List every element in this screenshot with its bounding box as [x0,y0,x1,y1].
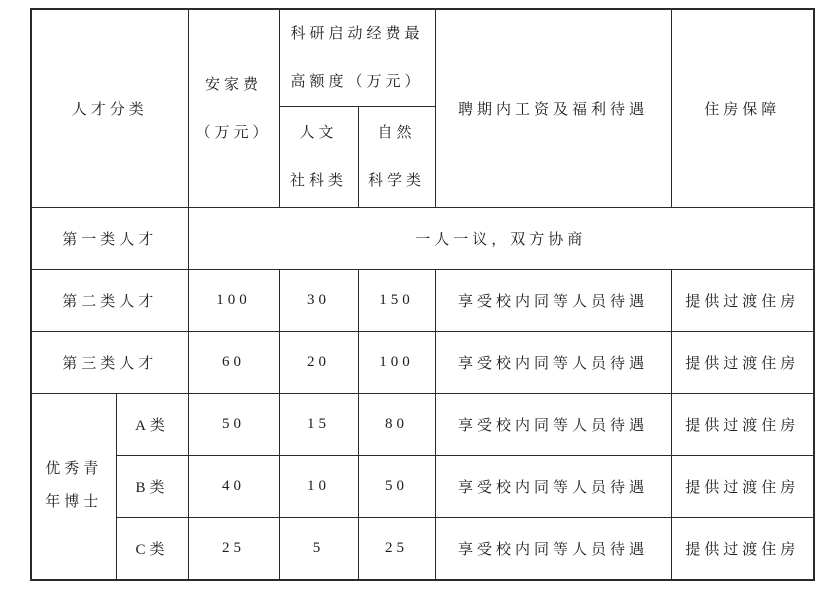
text-line: 安家费 [205,76,263,93]
cell-tier3-humanities: 20 [279,332,358,394]
text-line: 自然 [377,125,416,141]
header-talent-category [31,9,188,208]
cell-grade-a-natural: 80 [358,394,435,456]
header-natural-science [358,107,435,208]
row-young-phd-a [31,394,814,456]
text-line: 优秀青 [45,461,103,478]
cell-tier2-humanities: 30 [279,270,358,332]
header-humanities-social [279,107,358,208]
text-line: 科研启动经费最 [290,26,424,42]
cell-grade-b-housing: 提供过渡住房 [671,456,814,518]
cell-grade-b-natural: 50 [358,456,435,518]
text-line: 人文 [299,125,338,141]
cell-tier2-salary: 享受校内同等人员待遇 [435,270,671,332]
cell-grade-c-natural: 25 [358,518,435,580]
cell-grade-b-settling: 40 [188,456,279,518]
text-line: 人才分类 [71,102,148,118]
cell-grade-a: A类 [116,394,188,456]
cell-grade-b-salary: 享受校内同等人员待遇 [435,456,671,518]
cell-tier2-housing: 提供过渡住房 [671,270,814,332]
text-line: 年博士 [45,494,103,511]
cell-grade-c-settling: 25 [188,518,279,580]
cell-grade-a-salary: 享受校内同等人员待遇 [435,394,671,456]
row-tier3 [31,332,814,394]
text-line: 住房保障 [704,102,781,118]
header-salary-benefits [435,9,671,208]
header-research-fund-cap [279,9,435,107]
header-row-1 [31,9,814,107]
cell-tier3-salary: 享受校内同等人员待遇 [435,332,671,394]
talent-benefits-table [30,8,815,581]
row-tier1 [31,208,814,270]
cell-tier3-natural: 100 [358,332,435,394]
cell-grade-a-humanities: 15 [279,394,358,456]
cell-tier2-label: 第二类人才 [31,270,188,332]
cell-grade-c: C类 [116,518,188,580]
cell-tier3-housing: 提供过渡住房 [671,332,814,394]
cell-tier3-label: 第三类人才 [31,332,188,394]
cell-tier1-label: 第一类人才 [31,208,188,270]
cell-grade-c-salary: 享受校内同等人员待遇 [435,518,671,580]
cell-tier2-natural: 150 [358,270,435,332]
cell-grade-a-settling: 50 [188,394,279,456]
text-line: 社科类 [290,173,348,189]
row-young-phd-c [31,518,814,580]
cell-tier1-note: 一人一议，双方协商 [188,208,814,270]
cell-grade-b: B类 [116,456,188,518]
header-housing-guarantee [671,9,814,208]
cell-tier2-settling: 100 [188,270,279,332]
row-tier2 [31,270,814,332]
cell-grade-c-housing: 提供过渡住房 [671,518,814,580]
text-line: 高额度（万元） [290,74,424,90]
cell-tier3-settling: 60 [188,332,279,394]
cell-grade-a-housing: 提供过渡住房 [671,394,814,456]
text-line: 聘期内工资及福利待遇 [458,102,649,118]
cell-young-phd-label [31,394,116,580]
text-line: （万元） [195,124,272,141]
text-line: 科学类 [368,173,426,189]
cell-grade-b-humanities: 10 [279,456,358,518]
cell-grade-c-humanities: 5 [279,518,358,580]
header-settling-allowance [188,9,279,208]
row-young-phd-b [31,456,814,518]
